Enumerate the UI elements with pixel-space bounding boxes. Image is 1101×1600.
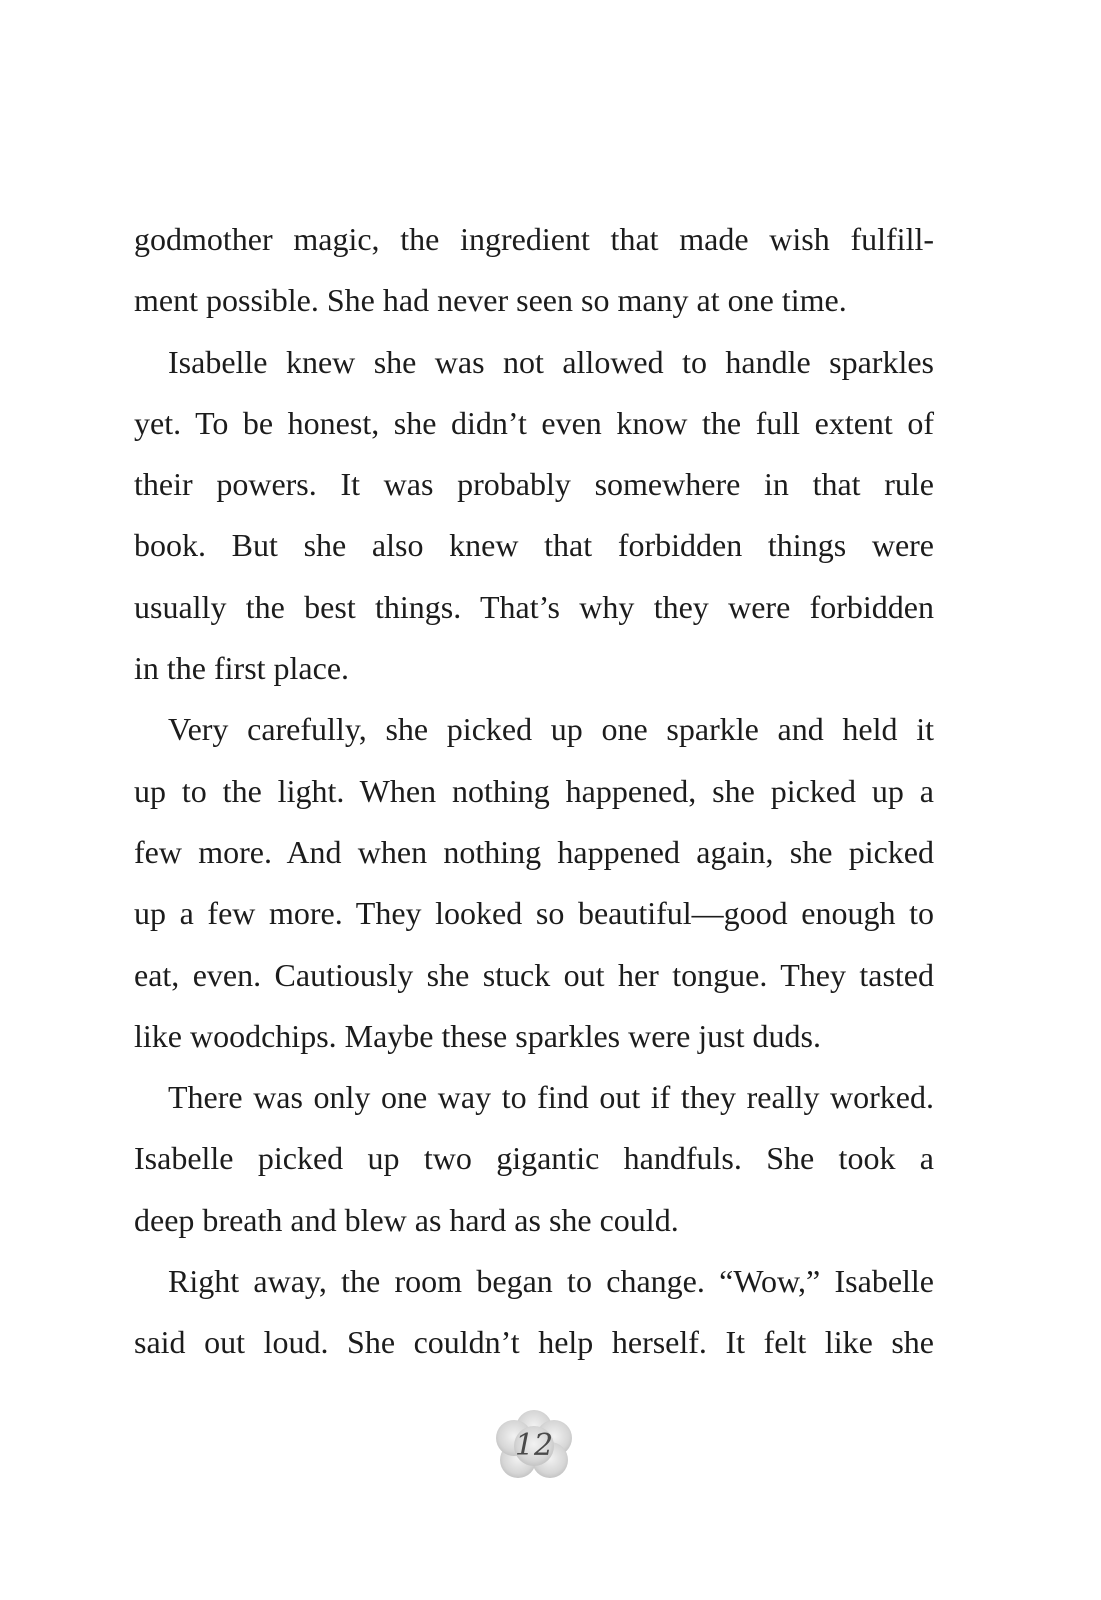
body-text [134, 209, 934, 1374]
text-line: usually the best things. That’s why they were forbidden [134, 588, 934, 625]
text-line: Isabelle knew she was not allowed to handle sparkles [168, 343, 934, 380]
text-line: like woodchips. Maybe these sparkles were just duds. [134, 1017, 821, 1054]
paragraph [134, 332, 934, 700]
text-line: deep breath and blew as hard as she could. [134, 1201, 679, 1238]
page-number-badge [492, 1408, 576, 1484]
text-line: Very carefully, she picked up one sparkle and held it [168, 711, 934, 748]
text-line: There was only one way to find out if they really worked. [168, 1079, 934, 1116]
text-line: said out loud. She couldn’t help herself. It felt like she [134, 1324, 934, 1361]
page-number: 12 [514, 1428, 554, 1463]
text-line: yet. To be honest, she didn’t even know the full extent of [134, 404, 934, 441]
text-line: book. But she also knew that forbidden things were [134, 527, 934, 564]
text-line: Right away, the room began to change. “Wow,” Isabelle [168, 1263, 934, 1300]
text-line: up to the light. When nothing happened, she picked up a [134, 772, 934, 809]
text-line: in the first place. [134, 650, 350, 687]
text-line: ment possible. She had never seen so many at one time. [134, 282, 847, 319]
text-line: up a few more. They looked so beautiful—good enough to [134, 895, 934, 932]
text-line: godmother magic, the ingredient that made wish fulfill- [134, 221, 934, 257]
text-line: Isabelle picked up two gigantic handfuls. She took a [134, 1140, 934, 1177]
text-line: few more. And when nothing happened again, she picked [134, 833, 934, 870]
paragraph [134, 699, 934, 1067]
paragraph [134, 209, 934, 332]
text-line: eat, even. Cautiously she stuck out her tongue. They tasted [134, 956, 934, 993]
paragraph [134, 1067, 934, 1251]
paragraph [134, 1251, 934, 1374]
text-line: their powers. It was probably somewhere in that rule [134, 466, 934, 503]
